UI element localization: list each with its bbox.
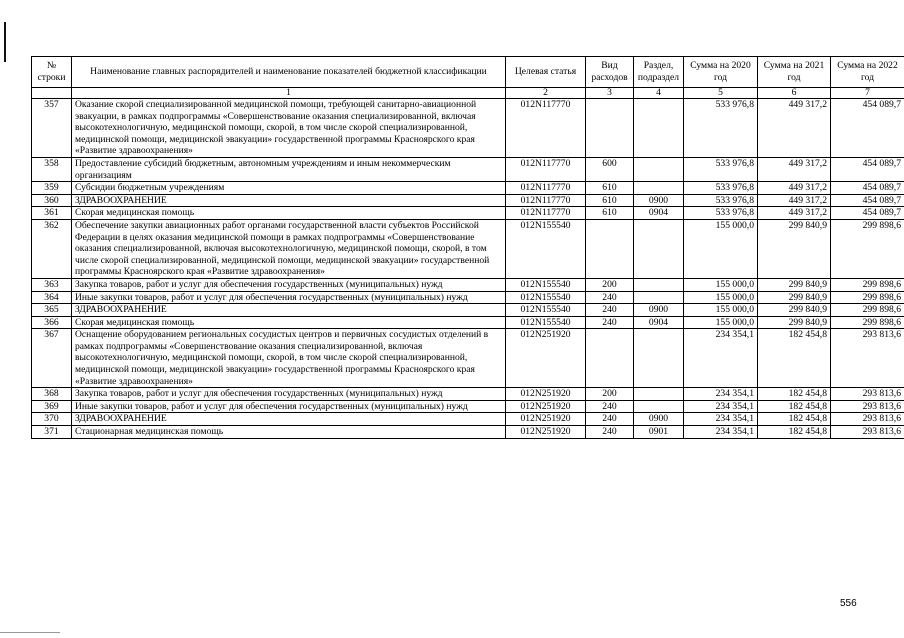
row-sum-2020: 234 354,1: [684, 388, 758, 401]
row-section: 0904: [634, 316, 684, 329]
row-name: ЗДРАВООХРАНЕНИЕ: [72, 413, 506, 426]
footer-rule: [0, 632, 60, 633]
header-sum-2021: Сумма на 2021 год: [758, 57, 831, 88]
row-number: 369: [32, 400, 72, 413]
row-number: 359: [32, 182, 72, 195]
table-row: [32, 182, 904, 195]
row-sum-2021: 299 840,9: [758, 291, 831, 304]
table-row: [32, 278, 904, 291]
row-section: 0900: [634, 304, 684, 317]
row-section: [634, 219, 684, 278]
table-row: [32, 304, 904, 317]
row-name: Скорая медицинская помощь: [72, 316, 506, 329]
table-row: [32, 400, 904, 413]
row-sum-2022: 293 813,6: [831, 329, 904, 388]
row-sum-2021: 182 454,8: [758, 400, 831, 413]
row-section: [634, 291, 684, 304]
row-expense-type: 610: [586, 207, 634, 220]
row-sum-2022: 454 089,7: [831, 99, 904, 158]
row-name: Предоставление субсидий бюджетным, автономным учреждениям и иным некоммерческим организациям: [72, 157, 506, 181]
row-target: 012N251920: [506, 413, 586, 426]
row-target: 012N155540: [506, 278, 586, 291]
row-section: 0900: [634, 194, 684, 207]
row-section: [634, 157, 684, 181]
row-section: [634, 329, 684, 388]
row-sum-2022: 293 813,6: [831, 413, 904, 426]
row-number: 370: [32, 413, 72, 426]
row-target: 012N155540: [506, 304, 586, 317]
row-sum-2020: 234 354,1: [684, 400, 758, 413]
header-row: [32, 57, 904, 88]
row-sum-2021: 449 317,2: [758, 207, 831, 220]
row-sum-2021: 299 840,9: [758, 219, 831, 278]
margin-rule: [4, 22, 6, 62]
row-target: 012N117770: [506, 157, 586, 181]
row-sum-2020: 155 000,0: [684, 316, 758, 329]
table-row: [32, 219, 904, 278]
row-sum-2021: 449 317,2: [758, 194, 831, 207]
row-number: 360: [32, 194, 72, 207]
column-index: 1: [72, 88, 506, 99]
row-name: Стационарная медицинская помощь: [72, 426, 506, 439]
row-expense-type: 240: [586, 426, 634, 439]
row-sum-2020: 234 354,1: [684, 413, 758, 426]
row-number: 367: [32, 329, 72, 388]
row-target: 012N251920: [506, 388, 586, 401]
row-expense-type: [586, 99, 634, 158]
row-sum-2021: 182 454,8: [758, 413, 831, 426]
column-index: 2: [506, 88, 586, 99]
row-name: Обеспечение закупки авиационных работ органами государственной власти субъектов Российской Федерации в целях оказания медицинской помощи в рамках подпрограммы «Совершенствование оказания специализированной, включая высокотехнологичную, медицинской помощи, скорой, в том числе скорой специализированной, медицинской помощи, медицинской эвакуации» государственной программы Красноярского края «Развитие здравоохранения»: [72, 219, 506, 278]
row-section: [634, 99, 684, 158]
row-name: Закупка товаров, работ и услуг для обеспечения государственных (муниципальных) нужд: [72, 278, 506, 291]
table-row: [32, 194, 904, 207]
row-target: 012N251920: [506, 329, 586, 388]
row-number: 363: [32, 278, 72, 291]
row-target: 012N251920: [506, 400, 586, 413]
row-section: 0900: [634, 413, 684, 426]
row-target: 012N117770: [506, 194, 586, 207]
header-sum-2020: Сумма на 2020 год: [684, 57, 758, 88]
header-sum-2022: Сумма на 2022 год: [831, 57, 904, 88]
row-expense-type: 240: [586, 291, 634, 304]
row-sum-2021: 449 317,2: [758, 99, 831, 158]
row-number: 368: [32, 388, 72, 401]
row-target: 012N117770: [506, 182, 586, 195]
row-expense-type: 240: [586, 413, 634, 426]
header-row-no: № строки: [32, 57, 72, 88]
column-index: 6: [758, 88, 831, 99]
row-number: 366: [32, 316, 72, 329]
row-expense-type: [586, 219, 634, 278]
row-sum-2021: 182 454,8: [758, 388, 831, 401]
row-sum-2021: 449 317,2: [758, 157, 831, 181]
row-number: 365: [32, 304, 72, 317]
row-sum-2022: 299 898,6: [831, 219, 904, 278]
row-target: 012N155540: [506, 316, 586, 329]
row-expense-type: [586, 329, 634, 388]
column-index-row: [32, 88, 904, 99]
row-section: 0901: [634, 426, 684, 439]
row-sum-2021: 449 317,2: [758, 182, 831, 195]
row-section: [634, 400, 684, 413]
row-sum-2022: 454 089,7: [831, 182, 904, 195]
row-section: [634, 388, 684, 401]
row-number: 371: [32, 426, 72, 439]
row-sum-2022: 454 089,7: [831, 194, 904, 207]
row-expense-type: 200: [586, 388, 634, 401]
row-name: Иные закупки товаров, работ и услуг для обеспечения государственных (муниципальных) нужд: [72, 291, 506, 304]
row-name: Субсидии бюджетным учреждениям: [72, 182, 506, 195]
row-sum-2020: 234 354,1: [684, 329, 758, 388]
row-section: 0904: [634, 207, 684, 220]
row-section: [634, 182, 684, 195]
column-index: 3: [586, 88, 634, 99]
row-target: 012N155540: [506, 219, 586, 278]
row-sum-2022: 454 089,7: [831, 157, 904, 181]
row-sum-2020: 533 976,8: [684, 182, 758, 195]
table-row: [32, 99, 904, 158]
header-name: Наименование главных распорядителей и наименование показателей бюджетной классификации: [72, 57, 506, 88]
row-name: Оказание скорой специализированной медицинской помощи, требующей санитарно-авиационной эвакуации, в рамках подпрограммы «Совершенствование оказания специализированной, включая высокотехнологичную, медицинской помощи, скорой, в том числе скорой специализированной, медицинской помощи, медицинской эвакуации» государственной программы Красноярского края «Развитие здравоохранения»: [72, 99, 506, 158]
row-target: 012N117770: [506, 99, 586, 158]
row-sum-2022: 299 898,6: [831, 304, 904, 317]
row-expense-type: 240: [586, 304, 634, 317]
row-sum-2022: 299 898,6: [831, 316, 904, 329]
row-sum-2020: 155 000,0: [684, 219, 758, 278]
row-number: 362: [32, 219, 72, 278]
row-name: Иные закупки товаров, работ и услуг для обеспечения государственных (муниципальных) нужд: [72, 400, 506, 413]
row-expense-type: 610: [586, 182, 634, 195]
row-sum-2022: 299 898,6: [831, 278, 904, 291]
row-sum-2020: 533 976,8: [684, 207, 758, 220]
row-number: 361: [32, 207, 72, 220]
table-row: [32, 388, 904, 401]
row-name: Закупка товаров, работ и услуг для обеспечения государственных (муниципальных) нужд: [72, 388, 506, 401]
row-expense-type: 240: [586, 400, 634, 413]
row-sum-2021: 299 840,9: [758, 304, 831, 317]
row-number: 364: [32, 291, 72, 304]
table-row: [32, 426, 904, 439]
table-row: [32, 329, 904, 388]
table-row: [32, 207, 904, 220]
column-index: 5: [684, 88, 758, 99]
column-index: [32, 88, 72, 99]
table-row: [32, 316, 904, 329]
row-sum-2022: 293 813,6: [831, 388, 904, 401]
header-target: Целевая статья: [506, 57, 586, 88]
row-name: ЗДРАВООХРАНЕНИЕ: [72, 304, 506, 317]
header-section: Раздел, подраздел: [634, 57, 684, 88]
column-index: 4: [634, 88, 684, 99]
row-section: [634, 278, 684, 291]
row-expense-type: 600: [586, 157, 634, 181]
table-row: [32, 413, 904, 426]
row-sum-2021: 299 840,9: [758, 316, 831, 329]
row-sum-2022: 454 089,7: [831, 207, 904, 220]
row-sum-2020: 533 976,8: [684, 194, 758, 207]
row-expense-type: 610: [586, 194, 634, 207]
row-sum-2021: 299 840,9: [758, 278, 831, 291]
row-sum-2020: 155 000,0: [684, 304, 758, 317]
row-expense-type: 200: [586, 278, 634, 291]
row-target: 012N251920: [506, 426, 586, 439]
page-number: 556: [840, 598, 857, 609]
column-index: 7: [831, 88, 904, 99]
row-sum-2020: 155 000,0: [684, 291, 758, 304]
row-sum-2021: 182 454,8: [758, 329, 831, 388]
row-target: 012N117770: [506, 207, 586, 220]
row-number: 357: [32, 99, 72, 158]
row-target: 012N155540: [506, 291, 586, 304]
header-expense-type: Вид расходов: [586, 57, 634, 88]
row-sum-2020: 533 976,8: [684, 99, 758, 158]
row-expense-type: 240: [586, 316, 634, 329]
row-name: ЗДРАВООХРАНЕНИЕ: [72, 194, 506, 207]
row-sum-2022: 293 813,6: [831, 400, 904, 413]
row-sum-2020: 234 354,1: [684, 426, 758, 439]
row-sum-2022: 299 898,6: [831, 291, 904, 304]
row-number: 358: [32, 157, 72, 181]
row-name: Скорая медицинская помощь: [72, 207, 506, 220]
row-name: Оснащение оборудованием региональных сосудистых центров и первичных сосудистых отделений в рамках подпрограммы «Совершенствование оказания специализированной, включая высокотехнологичную, медицинской помощи, скорой, в том числе скорой специализированной, медицинской помощи, медицинской эвакуации» государственной программы Красноярского края «Развитие здравоохранения»: [72, 329, 506, 388]
row-sum-2020: 533 976,8: [684, 157, 758, 181]
table-row: [32, 157, 904, 181]
budget-table: [31, 56, 904, 439]
row-sum-2020: 155 000,0: [684, 278, 758, 291]
row-sum-2022: 293 813,6: [831, 426, 904, 439]
table-row: [32, 291, 904, 304]
row-sum-2021: 182 454,8: [758, 426, 831, 439]
